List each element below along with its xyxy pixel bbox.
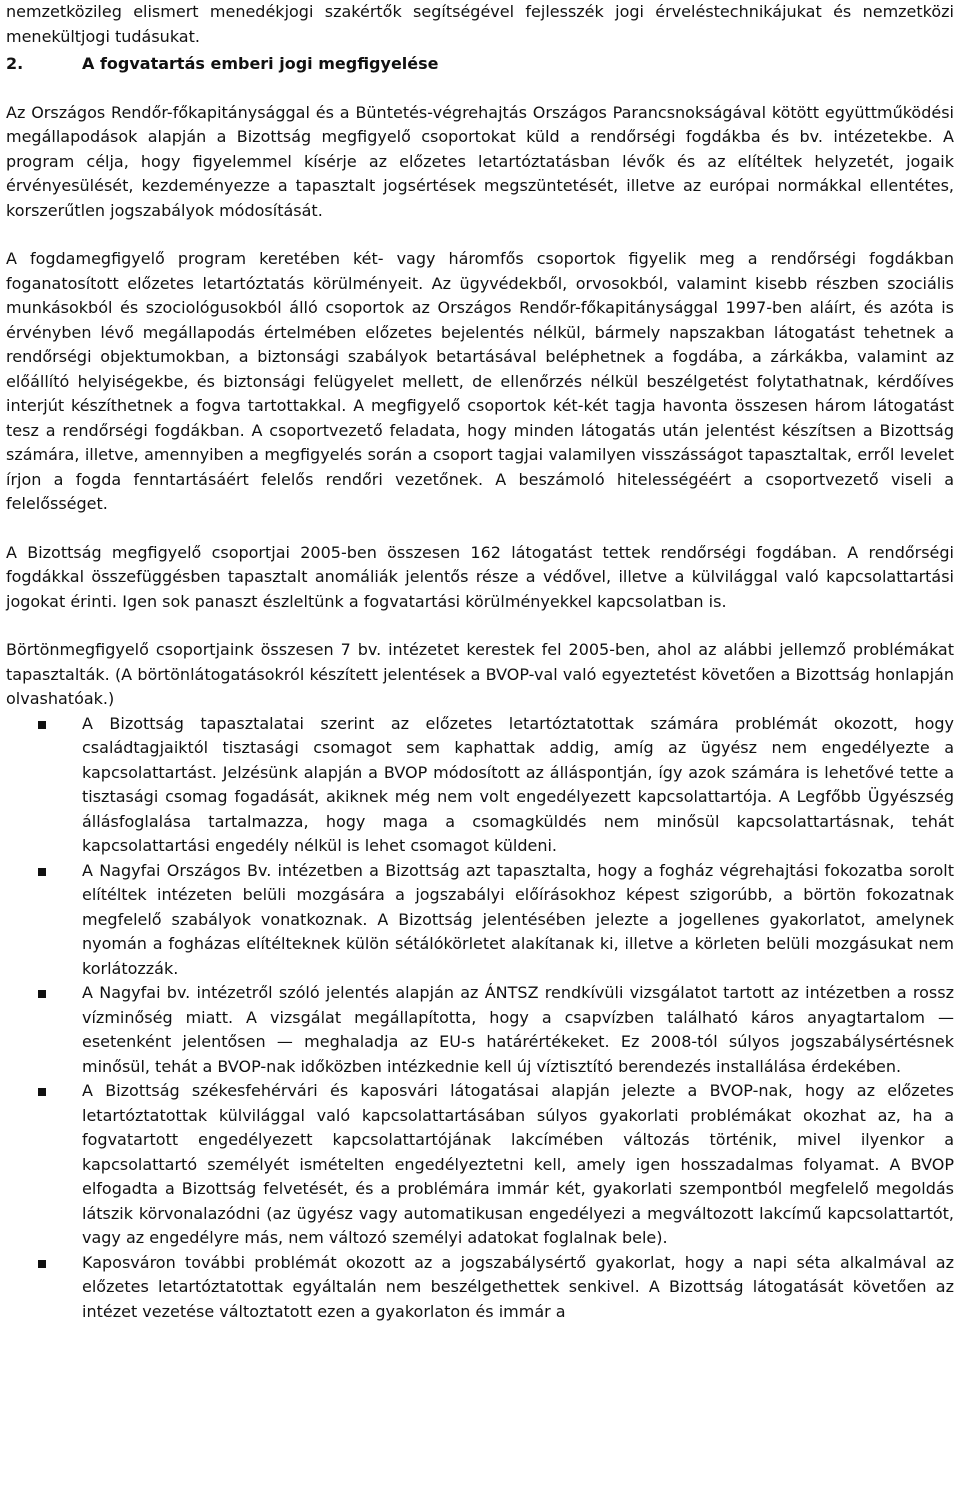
list-item [6, 859, 954, 982]
document-page [6, 0, 954, 1324]
square-bullet-icon [38, 990, 46, 998]
paragraph-2005-visits: A Bizottság megfigyelő csoportjai 2005-ben összesen 162 látogatást tettek rendőrségi fogdában. A rendőrségi fogdákkal összefüggésben tapasztalt anomáliák jelentős része a védővel, illetve a külvilággal való kapcsolattartási jogokat érinti. Igen sok panaszt észleltünk a fogvatartási körülményekkel kapcsolatban is. [6, 542, 954, 611]
list-item-text: Kaposváron további problémát okozott az a jogszabálysértő gyakorlat, hogy a napi séta alkalmával az előzetes letartóztatottak egyáltalán nem beszélgethettek senkivel. A Bizottság látogatását követően az intézet vezetése változtatott ezen a gyakorlaton és immár a [82, 1252, 954, 1321]
list-item [6, 981, 954, 1079]
list-item [6, 1251, 954, 1325]
list-item-text: A Nagyfai Országos Bv. intézetben a Bizottság azt tapasztalta, hogy a fogház végrehajtási fokozatba sorolt elítéltek intézeten belüli mozgására a jogszabályi előírásokhoz képest szigorúbb, a börtön fokozatnak megfelelő szabályok vonatkoznak. A Bizottság jelentésében jelezte a jogellenes gyakorlatot, amelynek nyomán a fogházas elítélteknek külön sétálókörletet alakítanak ki, illetve a körleten belüli mozgásukat nem korlátozzák. [82, 860, 954, 978]
list-item [6, 712, 954, 859]
paragraph-jail-monitoring: A fogdamegfigyelő program keretében két- vagy háromfős csoportok figyelik meg a rendőrségi fogdákban foganatosított előzetes letartóztatás körülményeit. Az ügyvédekből, orvosokból, valamint kisebb részben szociális munkásokból és szociológusokból álló csoportok az Országos Rendőr-főkapitánysággal 1997-ben aláírt, és azóta is érvényben lévő megállapodás értelmében előzetes bejelentés nélkül, bármely napszakban látogatást tehetnek a rendőrségi objektumokban, a biztonsági szabályok betartásával beléphetnek a fogdába, a zárkákba, valamint az előállító helyiségekbe, és biztonsági felügyelet mellett, de ellenőrzés nélkül beszélgetést folytathatnak, kérdőíves interjút készíthetnek a fogva tartottakkal. A megfigyelő csoportok két-két tagja havonta összesen három látogatást tesz a rendőrségi fogdákban. A csoportvezető feladata, hogy minden látogatás után jelentést készítsen a Bizottság számára, illetve, amennyiben a megfigyelés során a csoport tagjai valamilyen visszásságot tapasztaltak, erről levelet írjon a fogda fenntartásáért felelős rendőri vezetőnek. A beszámoló hitelességéért a csoportvezető viseli a felelősséget. [6, 249, 954, 513]
square-bullet-icon [38, 721, 46, 729]
findings-list [6, 712, 954, 1325]
intro-continuation: nemzetközileg elismert menedékjogi szakértők segítségével fejlesszék jogi érveléstechnikájukat és nemzetközi menekültjogi tudásukat. [6, 2, 954, 46]
square-bullet-icon [38, 1088, 46, 1096]
square-bullet-icon [38, 868, 46, 876]
section-title: A fogvatartás emberi jogi megfigyelése [82, 54, 439, 73]
list-item-text: A Nagyfai bv. intézetről szóló jelentés alapján az ÁNTSZ rendkívüli vizsgálatot tartott az intézetben a rossz vízminőség miatt. A vizsgálat megállapította, hogy a csapvízben található káros anyagtartalom — esetenként jelentősen — meghaladja az EU-s határértékeket. Ez 2008-tól súlyos jogszabálysértésnek minősül, tehát a BVOP-nak időközben intézkednie kell új víztisztító berendezés installálása érdekében. [82, 983, 954, 1076]
list-item [6, 1079, 954, 1251]
section-heading [6, 52, 954, 77]
section-number: 2. [6, 54, 24, 73]
list-item-text: A Bizottság tapasztalatai szerint az előzetes letartóztatottak számára problémát okozott, hogy családtagjaiktól tisztasági csomagot sem kaphattak addig, amíg az ügyész nem engedélyezte a kapcsolattartást. Jelzésünk alapján a BVOP módosított az álláspontján, így azok számára is lehetővé tette a tisztasági csomag fogadását, akiknek még nem volt engedélyezett kapcsolattartója. A Legfőbb Ügyészség állásfoglalása tartalmazza, hogy maga a csomagküldés nem minősül kapcsolattartásnak, tehát kapcsolattartási engedély nélkül is lehet csomagot küldeni. [82, 713, 954, 855]
paragraph-prison-monitoring: Börtönmegfigyelő csoportjaink összesen 7 bv. intézetet kerestek fel 2005-ben, ahol az alábbi jellemző problémákat tapasztalták. (A börtönlátogatásokról készített jelentések a BVOP-val való egyeztetést követően a Bizottság honlapján olvashatóak.) [6, 640, 954, 708]
paragraph-cooperation: Az Országos Rendőr-főkapitánysággal és a Büntetés-végrehajtás Országos Parancsnokságával kötött együttműködési megállapodások alapján a Bizottság megfigyelő csoportokat küld a rendőrségi fogdákba és bv. intézetekbe. A program célja, hogy figyelemmel kísérje az előzetes letartóztatásban lévők és az elítéltek helyzetét, jogaik érvényesülését, kezdeményezze a tapasztalt jogsértések megszüntetését, illetve az európai normákkal ellentétes, korszerűtlen jogszabályok módosítását. [6, 102, 954, 220]
square-bullet-icon [38, 1260, 46, 1268]
list-item-text: A Bizottság székesfehérvári és kaposvári látogatásai alapján jelezte a BVOP-nak, hogy az előzetes letartóztatottak külvilággal való kapcsolattartásában súlyos gyakorlati problémákat okozhat az, ha a fogvatartott engedélyezett kapcsolattartójának lakcímében változás történik, mivel ilyenkor a kapcsolattartó személyét ismételten engedélyeztetni kell, amely igen hosszadalmas folyamat. A BVOP elfogadta a Bizottság felvetését, és a problémára immár két, gyakorlati szempontból megfelelő megoldás látszik körvonalazódni (az ügyész vagy automatikusan engedélyezi a megváltozott lakcímű kapcsolattartót, vagy az engedélyre más, nem változó személyi adatokat foglalnak bele). [82, 1081, 954, 1247]
